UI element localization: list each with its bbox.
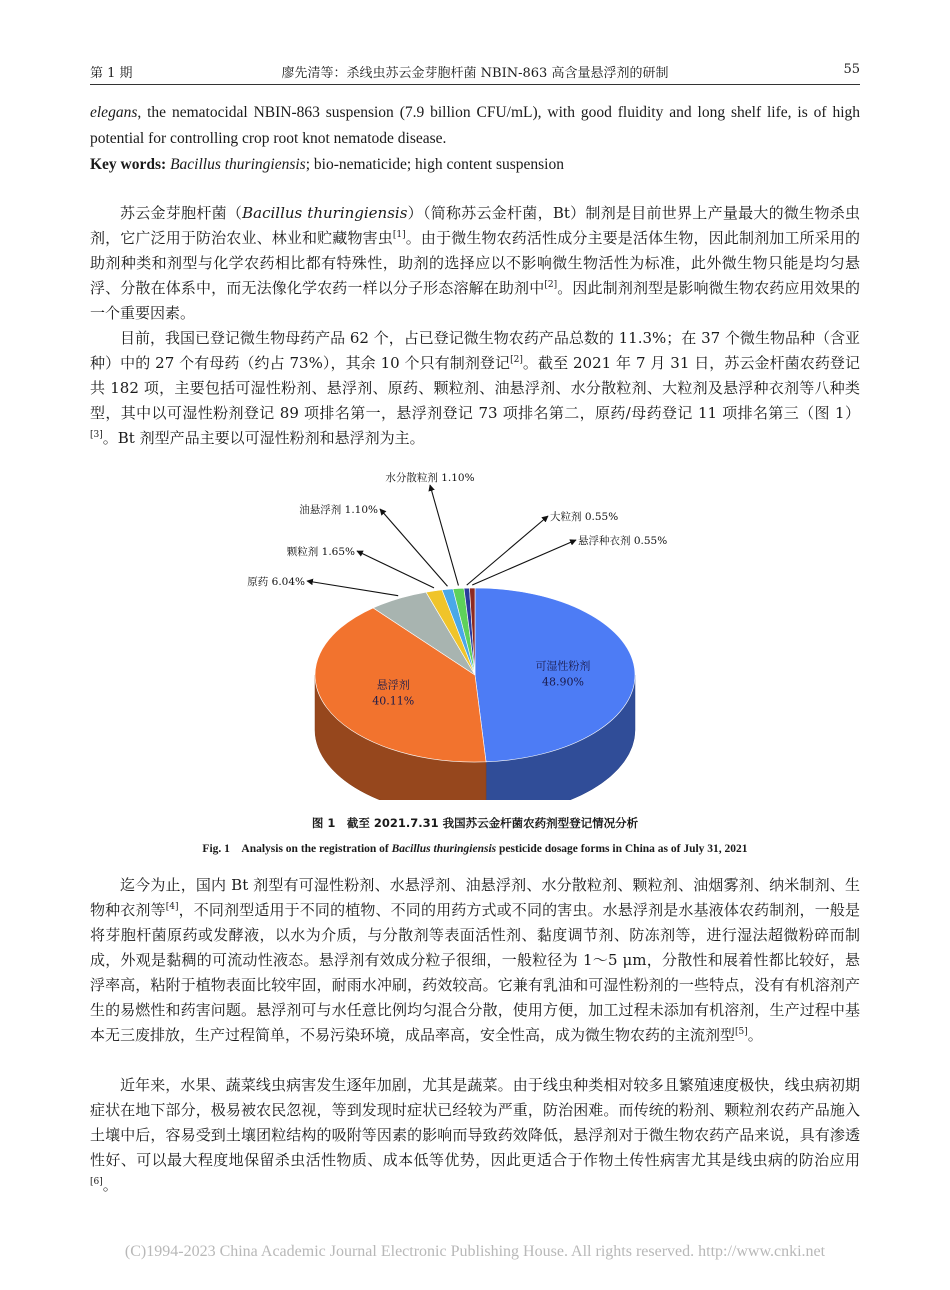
slice-label-悬浮种衣剂: 悬浮种衣剂 0.55% <box>578 535 668 547</box>
slice-label-油悬浮剂: 油悬浮剂 1.10% <box>299 504 378 516</box>
page-number: 55 <box>843 62 860 77</box>
paragraph-3: 迄今为止，国内 Bt 剂型有可湿性粉剂、水悬浮剂、油悬浮剂、水分散粒剂、颗粒剂、油烟雾剂、纳米制剂、生物种衣剂等[4]，不同剂型适用于不同的植物、不同的用药方式或不同的害虫。水悬浮剂是水基液体农药制剂，一般是将芽胞杆菌原药或发酵液，以水为介质，与分散剂等表面活性剂、黏度调节剂、防冻剂等，进行湿法超微粉碎而制成，外观是黏稠的可流动性液态。悬浮剂有效成分粒子很细，一般粒径为 1～5 μm，分散性和展着性都比较好，悬浮率高，粘附于植物表面比较牢固，耐雨水冲刷，药效较高。它兼有乳油和可湿性粉剂的一些特点，没有有机溶剂产生的易燃性和药害问题。悬浮剂可与水任意比例均匀混合分散，使用方便，加工过程未添加有机溶剂，生产过程中基本无三废排放，生产过程简单，不易污染环境，成品率高，安全性高，成为微生物农药的主流剂型[5]。 <box>90 876 860 1044</box>
running-title: 廖先清等：杀线虫苏云金芽胞杆菌 NBIN-863 高含量悬浮剂的研制 <box>281 66 669 81</box>
leader-line-颗粒剂 <box>357 551 434 588</box>
slice-value-可湿性粉剂: 48.90% <box>541 675 584 689</box>
slice-label-颗粒剂: 颗粒剂 1.65% <box>286 546 355 558</box>
abstract-tail <box>90 100 860 152</box>
citation: [4] <box>165 902 179 912</box>
paragraph-1: 苏云金芽胞杆菌（Bacillus thuringiensis）（简称苏云金杆菌，Bt）制剂是目前世界上产量最大的微生物杀虫剂，它广泛用于防治农业、林业和贮藏物害虫[1]。由于微生物农药活性成分主要是活体生物，因此制剂加工所采用的助剂种类和剂型与化学农药相比都有特殊性，助剂的选择应以不影响微生物活性为标准，此外微生物只能是均匀悬浮、分散在体系中，而无法像化学农药一样以分子形态溶解在助剂中[2]。因此制剂剂型是影响微生物农药应用效果的一个重要因素。 <box>90 204 860 322</box>
keywords-label: Key words: <box>90 156 167 173</box>
pie-chart <box>90 470 860 800</box>
keywords <box>90 152 860 178</box>
slice-label-大粒剂: 大粒剂 0.55% <box>550 511 619 523</box>
leader-line-大粒剂 <box>467 516 548 585</box>
slice-name-悬浮剂: 悬浮剂 <box>376 678 410 692</box>
paragraph-2: 目前，我国已登记微生物母药产品 62 个，占已登记微生物农药产品总数的 11.3%；在 37 个微生物品种（含亚种）中的 27 个有母药（约占 73%），其余 10 个只有制剂登记[2]。截至 2021 年 7 月 31 日，苏云金杆菌农药登记共 182 项，主要包括可湿性粉剂、悬浮剂、原药、颗粒剂、油悬浮剂、水分散粒剂、大粒剂及悬浮种衣剂等八种类型，其中以可湿性粉剂登记 89 项排名第一，悬浮剂登记 73 项排名第二，原药/母药登记 11 项排名第三（图 1）[3]。Bt 剂型产品主要以可湿性粉剂和悬浮剂为主。 <box>90 329 861 447</box>
citation: [3] <box>90 430 103 440</box>
paragraph-4: 近年来，水果、蔬菜线虫病害发生逐年加剧，尤其是蔬菜。由于线虫种类相对较多且繁殖速度极快，线虫病初期症状在地下部分，极易被农民忽视，等到发现时症状已经较为严重，防治困难。而传统的粉剂、颗粒剂农药产品施入土壤中后，容易受到土壤团粒结构的吸附等因素的影响而导致药效降低，悬浮剂对于微生物农药产品来说，具有渗透性好、可以最大程度地保留杀虫活性物质、成本低等优势，因此更适合于作物土传性病害尤其是线虫病的防治应用[6]。 <box>90 1076 860 1194</box>
abstract-text: , the nematocidal NBIN-863 suspension (7.9 billion CFU/mL), with good fluidity and long shelf life, is of high potential for controlling crop root knot nematode disease. <box>90 104 860 147</box>
issue-number: 第 1 期 <box>90 66 133 81</box>
figure-caption-en: Fig. 1 Analysis on the registration of Bacillus thuringiensis pesticide dosage forms in China as of July 31, 2021 <box>202 843 748 855</box>
keywords-text: ; bio-nematicide; high content suspension <box>305 156 564 173</box>
slice-value-悬浮剂: 40.11% <box>372 694 415 708</box>
slice-label-原药: 原药 6.04% <box>247 576 305 588</box>
running-header <box>90 62 860 85</box>
leader-line-原药 <box>307 581 398 596</box>
citation: [2] <box>544 280 558 290</box>
citation: [1] <box>392 230 406 240</box>
slice-label-水分散粒剂: 水分散粒剂 1.10% <box>385 472 475 484</box>
slice-name-可湿性粉剂: 可湿性粉剂 <box>535 659 591 673</box>
copyright-footer: (C)1994-2023 China Academic Journal Electronic Publishing House. All rights reserved. http://www.cnki.net <box>124 1243 826 1260</box>
leader-line-油悬浮剂 <box>380 509 447 586</box>
citation: [5] <box>735 1027 748 1037</box>
citation: [6] <box>90 1177 103 1187</box>
leader-line-悬浮种衣剂 <box>472 540 576 585</box>
keywords-italic: Bacillus thuringiensis <box>170 156 306 173</box>
abstract-italic: elegans <box>90 104 138 121</box>
citation: [2] <box>510 355 523 365</box>
figure-caption-cn: 图 1 截至 2021.7.31 我国苏云金杆菌农药剂型登记情况分析 <box>311 816 639 830</box>
